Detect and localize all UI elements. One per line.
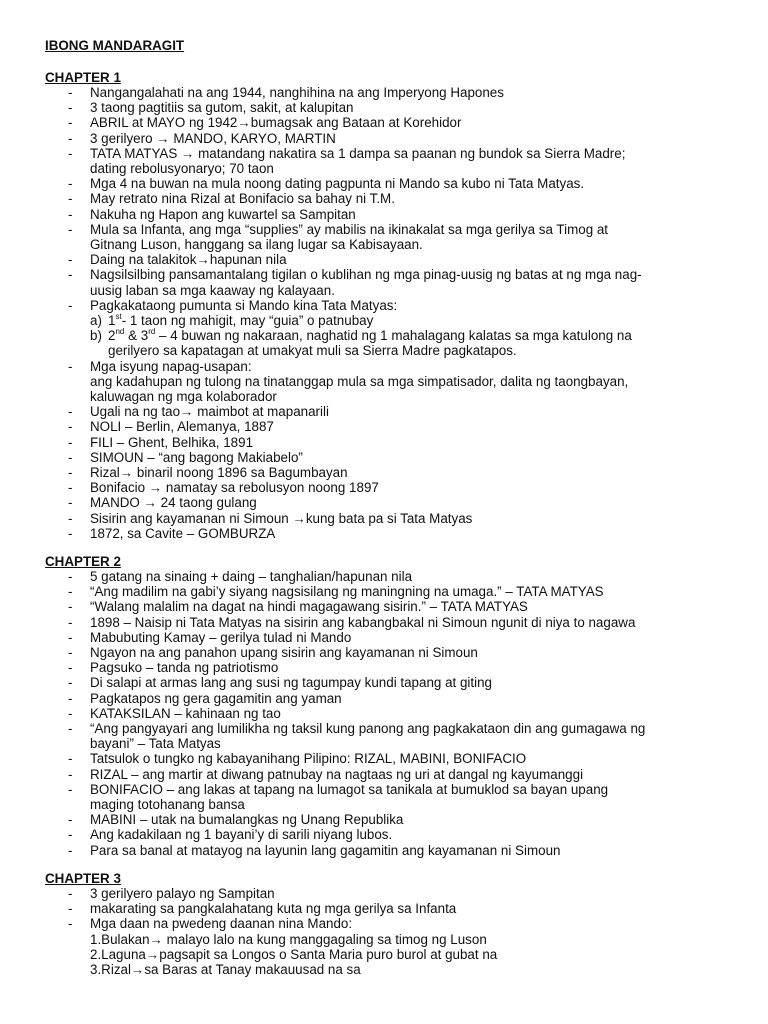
line-text: Para sa banal at matayog na layunin lang gagamitin ang kayamanan ni Simoun xyxy=(90,842,561,858)
list-item xyxy=(45,827,725,842)
line-text: bayani” – Tata Matyas xyxy=(90,736,221,752)
list-item xyxy=(45,797,725,812)
list-item xyxy=(45,85,725,100)
list-item xyxy=(45,721,725,736)
ordinal-suffix: st xyxy=(115,311,122,321)
line-text: ang kadahupan ng tulong na tinatanggap mula sa mga simpatisador, dalita ng taongbayan, xyxy=(90,373,629,389)
list-item xyxy=(45,404,725,419)
list-item xyxy=(45,419,725,434)
list-item xyxy=(45,962,725,977)
list-item xyxy=(45,374,725,389)
line-text: dating rebolusyonaryo; 70 taon xyxy=(90,161,274,177)
line-text: Gitnang Luson, hanggang sa ilang lugar sa Kabisayaan. xyxy=(90,237,423,253)
chapter-2 xyxy=(45,554,725,858)
line-text: gerilyero sa kapatagan at umakyat muli sa Sierra Madre pagkatapos. xyxy=(108,343,517,359)
list-item xyxy=(45,191,725,206)
line-text: Ang kadakilaan ng 1 bayani’y di sarili niyang lubos. xyxy=(90,827,393,843)
chapter-heading: CHAPTER 1 xyxy=(45,70,121,85)
line-text: Bonifacio → namatay sa rebolusyon noong 1897 xyxy=(90,480,379,496)
line-text: “Ang madilim na gabi’y siyang nagsisilang ng maningning na umaga.” – TATA MATYAS xyxy=(90,584,604,600)
line-text: Nakuha ng Hapon ang kuwartel sa Sampitan xyxy=(90,206,356,222)
list-item xyxy=(45,645,725,660)
chapter-heading: CHAPTER 3 xyxy=(45,871,121,886)
list-item xyxy=(45,660,725,675)
line-text: 2.Laguna→pagsapit sa Longos o Santa Maria puro burol at gubat na xyxy=(90,946,498,962)
item-number: 1 xyxy=(108,313,116,329)
list-item xyxy=(45,691,725,706)
list-item xyxy=(45,812,725,827)
document-title: IBONG MANDARAGIT xyxy=(45,38,185,53)
line-text: Mga isyung napag-usapan: xyxy=(90,358,252,374)
list-item xyxy=(45,267,725,282)
list-item xyxy=(45,298,725,313)
list-item xyxy=(45,526,725,541)
list-item xyxy=(45,100,725,115)
chapter-notes xyxy=(45,569,725,858)
list-item xyxy=(45,751,725,766)
line-text: – 4 buwan ng nakaraan, naghatid ng 1 mahalagang kalatas sa mga katulong na xyxy=(155,328,632,344)
line-text: Pagsuko – tanda ng patriotismo xyxy=(90,660,279,676)
line-text: kaluwagan ng mga kolaborador xyxy=(90,389,277,405)
line-text: Mga 4 na buwan na mula noong dating pagpunta ni Mando sa kubo ni Tata Matyas. xyxy=(90,176,585,192)
list-item xyxy=(45,465,725,480)
list-item xyxy=(45,886,725,901)
line-text: Pagkakataong pumunta si Mando kina Tata Matyas: xyxy=(90,297,398,313)
list-item xyxy=(45,511,725,526)
list-item xyxy=(45,207,725,222)
chapter-notes xyxy=(45,85,725,541)
line-text: Ngayon na ang panahon upang sisirin ang kayamanan ni Simoun xyxy=(90,645,478,661)
line-text: Mga daan na pwedeng daanan nina Mando: xyxy=(90,916,353,932)
chapter-notes xyxy=(45,886,725,977)
line-text: KATAKSILAN – kahinaan ng tao xyxy=(90,705,281,721)
line-text: uusig laban sa mga kaaway ng kalayaan. xyxy=(90,282,335,298)
list-item xyxy=(45,901,725,916)
line-text: Sisirin ang kayamanan ni Simoun →kung bata pa si Tata Matyas xyxy=(90,510,473,526)
list-item xyxy=(45,131,725,146)
line-text: “Walang malalim na dagat na hindi magagawang sisirin.” – TATA MATYAS xyxy=(90,599,528,615)
list-item xyxy=(45,706,725,721)
line-text: Mula sa Infanta, ang mga “supplies” ay mabilis na ikinakalat sa mga gerilya sa Timog at xyxy=(90,221,609,237)
list-item xyxy=(45,615,725,630)
line-text: ABRIL at MAYO ng 1942→bumagsak ang Bataan at Korehidor xyxy=(90,115,462,131)
list-item xyxy=(45,932,725,947)
list-item xyxy=(45,161,725,176)
line-text: Di salapi at armas lang ang susi ng tagumpay kundi tapang at giting xyxy=(90,675,492,691)
list-item xyxy=(45,389,725,404)
list-item xyxy=(45,313,725,328)
list-item xyxy=(45,736,725,751)
list-item xyxy=(45,222,725,237)
line-text: 3 taong pagtitiis sa gutom, sakit, at kalupitan xyxy=(90,100,354,116)
line-text: RIZAL – ang martir at diwang patnubay na nagtaas ng uri at dangal ng kayumanggi xyxy=(90,766,584,782)
line-text: SIMOUN – “ang bagong Makiabelo” xyxy=(90,449,303,465)
list-item xyxy=(45,584,725,599)
list-item xyxy=(45,916,725,931)
line-text: 3 gerilyero palayo ng Sampitan xyxy=(90,886,275,901)
list-item xyxy=(45,480,725,495)
list-item xyxy=(45,947,725,962)
chapter-heading: CHAPTER 2 xyxy=(45,554,121,569)
line-text: 3.Rizal→sa Baras at Tanay makauusad na sa xyxy=(90,962,361,978)
line-text: “Ang pangyayari ang lumilikha ng taksil kung panong ang pagkakataon din ang gumagawa ng xyxy=(90,721,646,737)
list-item xyxy=(45,237,725,252)
line-text: MANDO → 24 taong gulang xyxy=(90,495,257,511)
line-text: 1872, sa Cavite – GOMBURZA xyxy=(90,525,276,541)
list-item xyxy=(45,359,725,374)
line-text: Nangangalahati na ang 1944, nanghihina na ang Imperyong Hapones xyxy=(90,85,504,100)
line-text: MABINI – utak na bumalangkas ng Unang Republika xyxy=(90,812,404,828)
chapter-3 xyxy=(45,871,725,977)
list-item xyxy=(45,435,725,450)
line-text: TATA MATYAS → matandang nakatira sa 1 dampa sa paanan ng bundok sa Sierra Madre; xyxy=(90,145,626,161)
list-item xyxy=(45,843,725,858)
list-item xyxy=(45,146,725,161)
list-item xyxy=(45,495,725,510)
list-item xyxy=(45,782,725,797)
ordinal-suffix: nd xyxy=(115,326,125,336)
line-text: Tatsulok o tungko ng kabayanihang Pilipino: RIZAL, MABINI, BONIFACIO xyxy=(90,751,527,767)
line-text: Rizal→ binaril noong 1896 sa Bagumbayan xyxy=(90,465,348,481)
line-text: 1.Bulakan→ malayo lalo na kung manggagaling sa timog ng Luson xyxy=(90,931,487,947)
line-text: Nagsilsilbing pansamantalang tigilan o kublihan ng mga pinag-uusig ng batas at ng mga nag- xyxy=(90,267,642,283)
list-item xyxy=(45,630,725,645)
list-item xyxy=(45,328,725,343)
line-text: May retrato nina Rizal at Bonifacio sa bahay ni T.M. xyxy=(90,191,395,207)
list-item xyxy=(45,343,725,358)
list-item xyxy=(45,599,725,614)
line-text: maging totohanang bansa xyxy=(90,797,245,813)
line-text: 1898 – Naisip ni Tata Matyas na sisirin ang kabangbakal ni Simoun ngunit di niya to nagawa xyxy=(90,614,636,630)
line-text: Pagkatapos ng gera gagamitin ang yaman xyxy=(90,690,342,706)
item-number: & 3 xyxy=(124,328,149,344)
line-text: 3 gerilyero → MANDO, KARYO, MARTIN xyxy=(90,130,336,146)
line-text: - 1 taon ng mahigit, may “guia” o patnubay xyxy=(121,313,374,329)
line-text: Daing na talakitok→hapunan nila xyxy=(90,252,287,268)
line-text: BONIFACIO – ang lakas at tapang na lumagot sa tanikala at bumuklod sa bayan upang xyxy=(90,781,609,797)
list-item xyxy=(45,450,725,465)
line-text: Mabubuting Kamay – gerilya tulad ni Mando xyxy=(90,629,352,645)
list-item xyxy=(45,767,725,782)
line-text: makarating sa pangkalahatang kuta ng mga gerilya sa Infanta xyxy=(90,901,457,917)
line-text: NOLI – Berlin, Alemanya, 1887 xyxy=(90,419,274,435)
list-item xyxy=(45,252,725,267)
list-item xyxy=(45,176,725,191)
line-text: 5 gatang na sinaing + daing – tanghalian/hapunan nila xyxy=(90,569,413,584)
list-item xyxy=(45,675,725,690)
list-item xyxy=(45,283,725,298)
item-number: 2 xyxy=(108,328,116,344)
line-text: FILI – Ghent, Belhika, 1891 xyxy=(90,434,254,450)
ordinal-suffix: rd xyxy=(148,326,156,336)
list-item xyxy=(45,115,725,130)
list-item xyxy=(45,569,725,584)
chapter-1 xyxy=(45,70,725,541)
line-text: Ugali na ng tao→ maimbot at mapanarili xyxy=(90,404,329,420)
